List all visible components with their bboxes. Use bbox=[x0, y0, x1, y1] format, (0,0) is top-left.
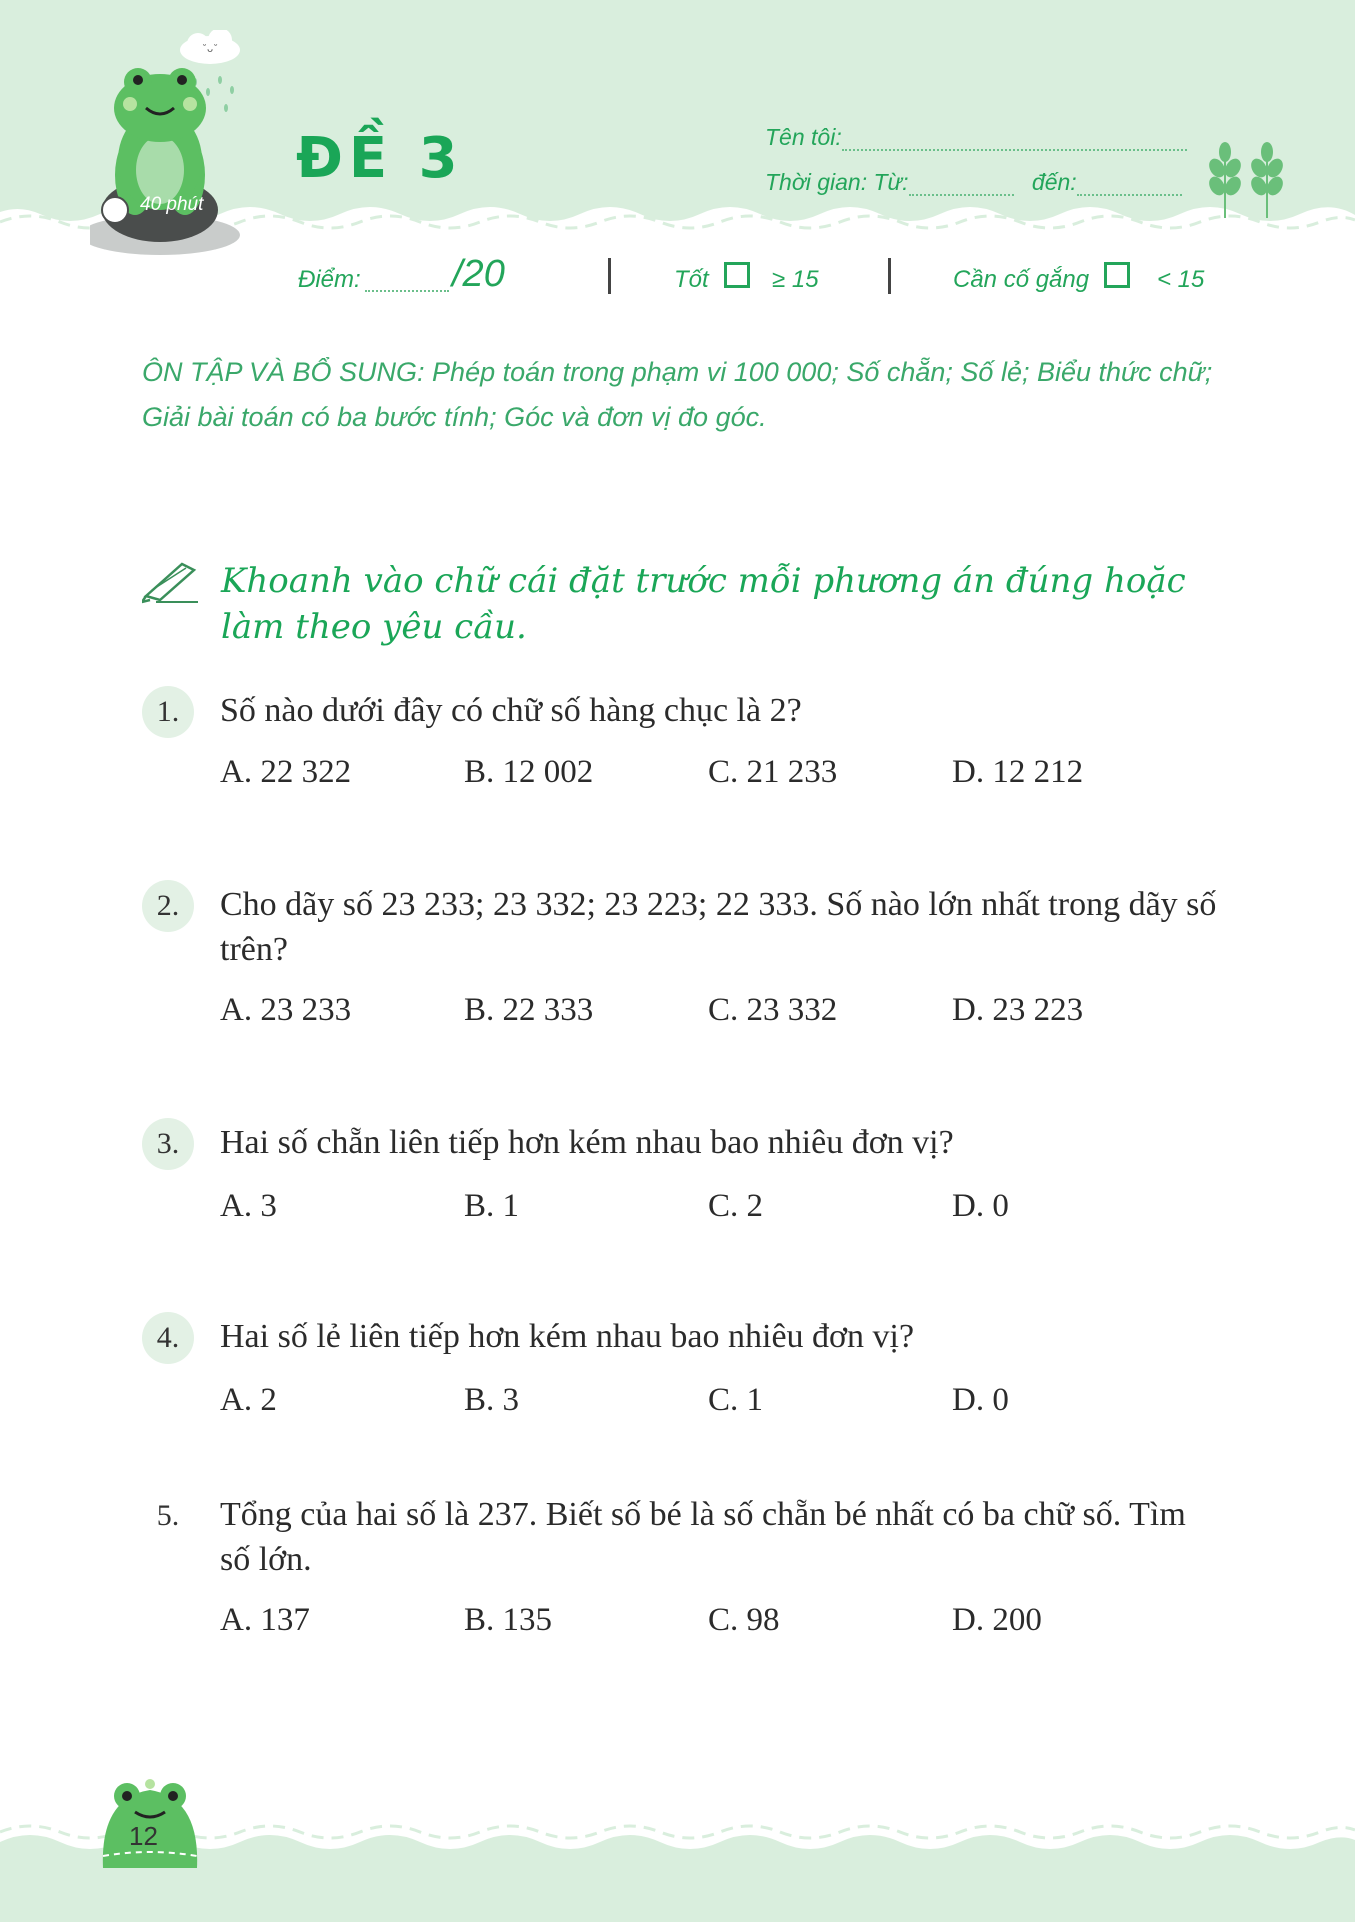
question-text: Hai số lẻ liên tiếp hơn kém nhau bao nhiêu đơn vị? bbox=[220, 1318, 915, 1355]
page-number: 12 bbox=[129, 1821, 158, 1851]
option-b[interactable]: B. 1 bbox=[464, 1188, 520, 1224]
option-c[interactable]: C. 21 233 bbox=[708, 754, 838, 790]
option-c[interactable]: C. 23 332 bbox=[708, 992, 838, 1028]
option-a[interactable]: A. 137 bbox=[220, 1602, 310, 1638]
option-b[interactable]: B. 135 bbox=[464, 1602, 553, 1638]
question-text: Tổng của hai số là 237. Biết số bé là số chẵn bé nhất có ba chữ số. Tìm số lớn. bbox=[220, 1496, 1186, 1578]
option-a[interactable]: A. 3 bbox=[220, 1188, 277, 1224]
divider bbox=[608, 258, 611, 294]
option-d[interactable]: D. 23 223 bbox=[952, 992, 1084, 1028]
option-d[interactable]: D. 0 bbox=[952, 1188, 1009, 1224]
option-b[interactable]: B. 22 333 bbox=[464, 992, 594, 1028]
option-c[interactable]: C. 2 bbox=[708, 1188, 764, 1224]
page-title: ĐỀ 3 bbox=[296, 126, 464, 191]
score-input[interactable] bbox=[365, 266, 449, 292]
score-label: Điểm: bbox=[298, 266, 361, 293]
question-text: Hai số chẵn liên tiếp hơn kém nhau bao nhiêu đơn vị? bbox=[220, 1124, 954, 1161]
svg-text:˘ᴗ˘: ˘ᴗ˘ bbox=[202, 44, 219, 55]
review-topics: ÔN TẬP VÀ BỔ SUNG: Phép toán trong phạm vi 100 000; Số chẵn; Số lẻ; Biểu thức chữ; Giải bài toán có ba bước tính; Góc và đơn vị đo góc. bbox=[142, 357, 1213, 432]
try-label: Cần cố gắng bbox=[953, 266, 1090, 293]
divider bbox=[888, 258, 891, 294]
question-number: 3. bbox=[142, 1118, 194, 1170]
option-d[interactable]: D. 0 bbox=[952, 1382, 1009, 1418]
question-number: 4. bbox=[142, 1312, 194, 1364]
try-checkbox[interactable] bbox=[1104, 262, 1130, 288]
name-field[interactable]: Tên tôi: bbox=[765, 124, 1187, 151]
question-number: 1. bbox=[142, 686, 194, 738]
try-threshold: < 15 bbox=[1157, 266, 1205, 293]
option-d[interactable]: D. 200 bbox=[952, 1602, 1042, 1638]
question-number: 5. bbox=[156, 1499, 180, 1532]
clock-icon bbox=[102, 197, 128, 223]
option-b[interactable]: B. 3 bbox=[464, 1382, 520, 1418]
option-d[interactable]: D. 12 212 bbox=[952, 754, 1084, 790]
frog-mascot-icon bbox=[90, 30, 270, 260]
good-label: Tốt bbox=[674, 266, 709, 293]
option-c[interactable]: C. 98 bbox=[708, 1602, 780, 1638]
option-c[interactable]: C. 1 bbox=[708, 1382, 764, 1418]
option-b[interactable]: B. 12 002 bbox=[464, 754, 594, 790]
option-a[interactable]: A. 22 322 bbox=[220, 754, 352, 790]
good-threshold: ≥ 15 bbox=[772, 266, 819, 293]
time-field[interactable]: Thời gian: Từ: đến: bbox=[765, 169, 1182, 196]
timer-label: 40 phút bbox=[140, 194, 204, 215]
option-a[interactable]: A. 2 bbox=[220, 1382, 277, 1418]
plant-icon bbox=[1205, 140, 1295, 220]
instruction-text: Khoanh vào chữ cái đặt trước mỗi phương án đúng hoặc làm theo yêu cầu. bbox=[221, 561, 1186, 647]
good-checkbox[interactable] bbox=[724, 262, 750, 288]
option-a[interactable]: A. 23 233 bbox=[220, 992, 352, 1028]
question-number: 2. bbox=[142, 880, 194, 932]
question-text: Số nào dưới đây có chữ số hàng chục là 2? bbox=[220, 692, 802, 729]
question-text: Cho dãy số 23 233; 23 332; 23 223; 22 333. Số nào lớn nhất trong dãy số trên? bbox=[220, 886, 1217, 968]
pencil-icon bbox=[142, 556, 202, 604]
score-total: /20 bbox=[452, 253, 505, 295]
